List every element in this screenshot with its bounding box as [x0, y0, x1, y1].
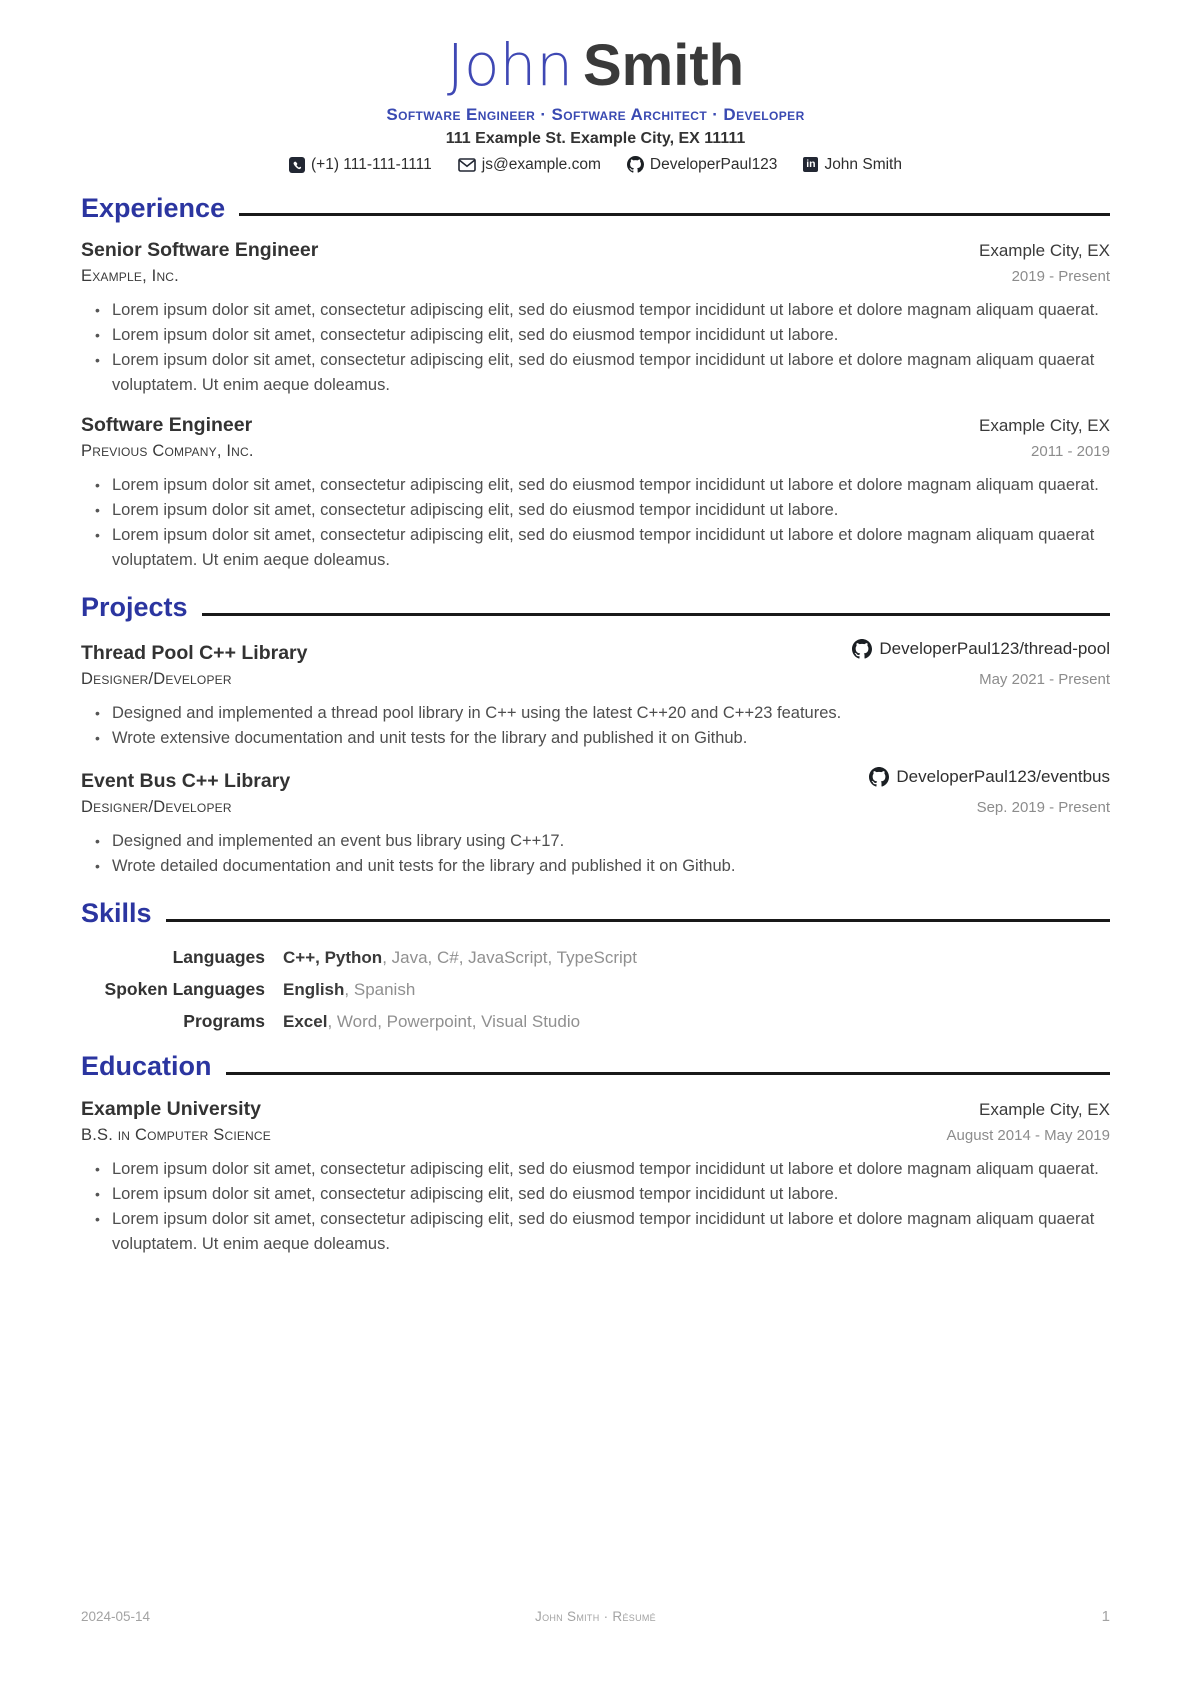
section-rule [202, 613, 1110, 616]
bullet-item: • Lorem ipsum dolor sit amet, consectetur adipiscing elit, sed do eiusmod tempor incididunt ut labore et dolore magnam aliquam quaerat voluptatem. Ut enim aeque doleamus. [95, 523, 1110, 573]
education-dates: August 2014 - May 2019 [946, 1126, 1110, 1144]
phone-link[interactable] [289, 156, 432, 174]
skills-row [81, 1011, 1110, 1032]
skills-value [283, 948, 637, 968]
bullet-item: • Designed and implemented an event bus library using C++17. [95, 829, 1110, 854]
github-username: DeveloperPaul123 [649, 155, 778, 173]
bullet-item: • Lorem ipsum dolor sit amet, consectetur adipiscing elit, sed do eiusmod tempor incididunt ut labore. [95, 323, 1110, 348]
address: 111 Example St. Example City, EX 11111 [445, 129, 746, 147]
skills-value-rest: , Word, Powerpoint, Visual Studio [327, 1011, 581, 1031]
footer-page-number: 1 [1101, 1608, 1110, 1625]
email-link[interactable] [458, 156, 601, 174]
header [81, 31, 1110, 174]
project-repo-link[interactable] [852, 639, 1110, 659]
skills-value-rest: , Spanish [344, 979, 416, 999]
linkedin-icon: in [803, 157, 818, 172]
skills-value [283, 1012, 580, 1032]
bullet-item: • Lorem ipsum dolor sit amet, consectetur adipiscing elit, sed do eiusmod tempor incididunt ut labore et dolore magnam aliquam quaerat. [95, 1157, 1110, 1182]
experience-entry [81, 414, 1110, 573]
section-projects [81, 593, 1110, 879]
last-name: Smith [583, 33, 745, 98]
project-bullets [81, 701, 1110, 751]
section-experience [81, 194, 1110, 574]
job-bullets [81, 473, 1110, 573]
section-rule [166, 919, 1110, 922]
tagline: Software Engineer · Software Architect · Developer [386, 104, 805, 124]
section-title: Experience [81, 192, 226, 223]
github-icon [627, 156, 644, 173]
person-name [81, 31, 1110, 99]
bullet-item: • Lorem ipsum dolor sit amet, consectetur adipiscing elit, sed do eiusmod tempor incididunt ut labore. [95, 498, 1110, 523]
skills-row [81, 979, 1110, 1000]
footer-title: John Smith · Résumé [535, 1609, 656, 1624]
bullet-item: • Lorem ipsum dolor sit amet, consectetur adipiscing elit, sed do eiusmod tempor incididunt ut labore. [95, 1182, 1110, 1207]
education-bullets [81, 1157, 1110, 1257]
project-title: Event Bus C++ Library [81, 770, 291, 793]
skills-category-label: Spoken Languages [104, 978, 265, 999]
section-skills [81, 899, 1110, 1032]
section-title: Skills [81, 898, 152, 929]
project-entry [81, 767, 1110, 879]
project-role: Designer/Developer [81, 670, 232, 689]
page-footer [81, 1608, 1110, 1625]
skills-category-label: Languages [172, 946, 265, 967]
job-title: Senior Software Engineer [81, 239, 319, 262]
repo-name: DeveloperPaul123/thread-pool [879, 639, 1110, 659]
project-role: Designer/Developer [81, 798, 232, 817]
first-name: John [446, 31, 573, 99]
job-location: Example City, EX [978, 241, 1110, 261]
email-icon [458, 158, 476, 172]
school-name: Example University [81, 1097, 261, 1120]
school-location: Example City, EX [978, 1099, 1110, 1119]
skills-value [283, 980, 415, 1000]
skills-table [81, 947, 1110, 1032]
job-dates: 2019 - Present [1011, 268, 1110, 286]
company-name: Previous Company, Inc. [81, 442, 254, 461]
phone-icon [289, 157, 305, 173]
contact-row [81, 156, 1110, 174]
job-dates: 2011 - 2019 [1031, 443, 1110, 461]
job-location: Example City, EX [978, 416, 1110, 436]
bullet-item: • Lorem ipsum dolor sit amet, consectetur adipiscing elit, sed do eiusmod tempor incididunt ut labore et dolore magnam aliquam quaerat. [95, 473, 1110, 498]
project-bullets [81, 829, 1110, 879]
bullet-item: • Wrote extensive documentation and unit tests for the library and published it on Github. [95, 726, 1110, 751]
github-icon [869, 767, 889, 787]
bullet-item: • Designed and implemented a thread pool library in C++ using the latest C++20 and C++23 features. [95, 701, 1110, 726]
linkedin-name: John Smith [824, 155, 902, 173]
github-profile-link[interactable] [627, 156, 778, 174]
company-name: Example, Inc. [81, 267, 179, 286]
footer-date: 2024-05-14 [81, 1609, 151, 1624]
github-icon [852, 639, 872, 659]
skills-value-strong: Excel [283, 1011, 328, 1031]
experience-entry [81, 239, 1110, 398]
section-rule [239, 213, 1110, 216]
linkedin-profile-link[interactable] [803, 156, 902, 174]
bullet-item: • Lorem ipsum dolor sit amet, consectetur adipiscing elit, sed do eiusmod tempor incididunt ut labore et dolore magnam aliquam quaerat voluptatem. Ut enim aeque doleamus. [95, 348, 1110, 398]
phone-number: (+1) 111-111-1111 [311, 155, 432, 173]
education-heading [81, 1052, 1110, 1082]
projects-heading [81, 593, 1110, 623]
bullet-item: • Lorem ipsum dolor sit amet, consectetur adipiscing elit, sed do eiusmod tempor incididunt ut labore et dolore magnam aliquam quaerat. [95, 298, 1110, 323]
email-address: js@example.com [481, 155, 601, 173]
project-repo-link[interactable] [869, 767, 1110, 787]
job-bullets [81, 298, 1110, 398]
project-dates: May 2021 - Present [979, 671, 1110, 689]
bullet-item: • Wrote detailed documentation and unit tests for the library and published it on Github. [95, 854, 1110, 879]
skills-heading [81, 899, 1110, 929]
skills-value-strong: C++, Python [283, 947, 383, 967]
degree-name: B.S. in Computer Science [81, 1125, 271, 1144]
skills-value-rest: , Java, C#, JavaScript, TypeScript [382, 947, 637, 967]
skills-row [81, 947, 1110, 968]
education-entry [81, 1098, 1110, 1257]
section-rule [226, 1072, 1110, 1075]
experience-heading [81, 194, 1110, 224]
section-title: Education [81, 1050, 212, 1081]
repo-name: DeveloperPaul123/eventbus [896, 767, 1110, 787]
skills-category-label: Programs [183, 1010, 265, 1031]
project-dates: Sep. 2019 - Present [976, 799, 1110, 817]
job-title: Software Engineer [81, 414, 253, 437]
project-title: Thread Pool C++ Library [81, 642, 308, 665]
skills-value-strong: English [283, 979, 345, 999]
section-title: Projects [81, 592, 188, 623]
project-entry [81, 639, 1110, 751]
section-education [81, 1052, 1110, 1257]
bullet-item: • Lorem ipsum dolor sit amet, consectetur adipiscing elit, sed do eiusmod tempor incididunt ut labore et dolore magnam aliquam quaerat voluptatem. Ut enim aeque doleamus. [95, 1207, 1110, 1257]
